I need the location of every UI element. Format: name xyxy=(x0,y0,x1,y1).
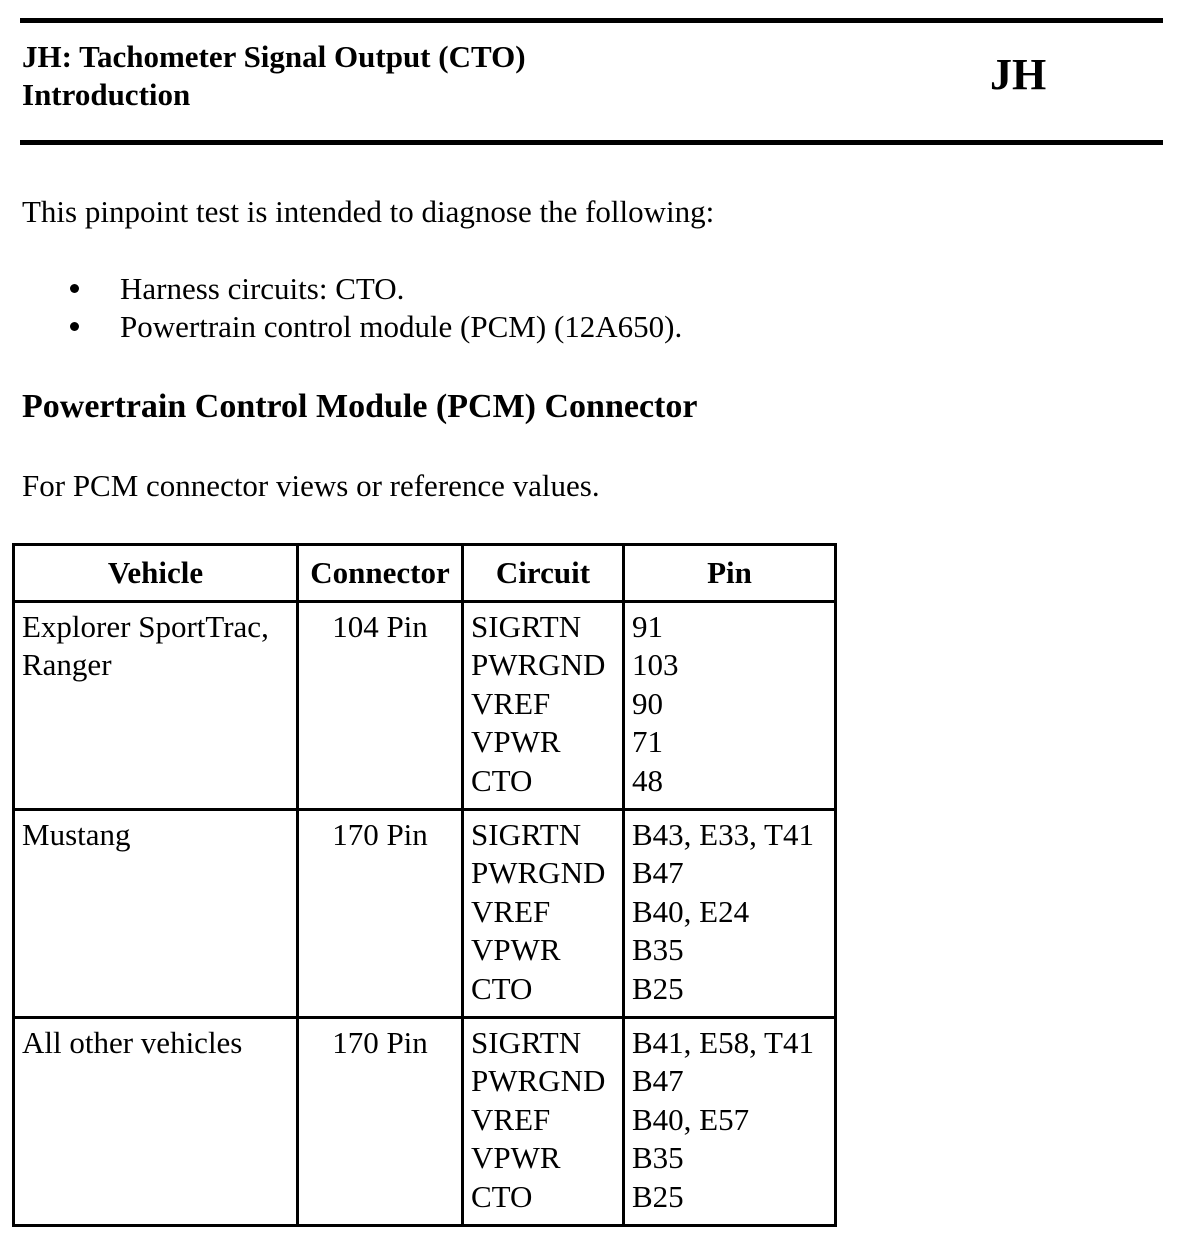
circuit-cell xyxy=(463,1018,624,1226)
pin-value: B35 xyxy=(632,1140,684,1176)
pin-cell xyxy=(624,1018,836,1226)
circuit-name: SIGRTN xyxy=(471,609,582,644)
circuit-name: VPWR xyxy=(471,724,561,760)
vehicle-name-line: Explorer SportTrac, xyxy=(22,609,269,644)
circuit-name: PWRGND xyxy=(471,647,606,683)
pin-value: B47 xyxy=(632,855,684,891)
pin-value: B40, E57 xyxy=(632,1101,750,1137)
column-header-pin: Pin xyxy=(624,545,836,602)
intro-text: This pinpoint test is intended to diagnose the following: xyxy=(22,194,715,229)
pin-value: 90 xyxy=(632,685,663,721)
pin-value: 71 xyxy=(632,724,663,760)
diagnose-list xyxy=(64,270,682,346)
circuit-name: VREF xyxy=(471,685,551,721)
vehicle-name-line: Mustang xyxy=(22,817,131,852)
pin-cell xyxy=(624,602,836,810)
connector-cell: 170 Pin xyxy=(298,1018,463,1226)
vehicle-cell xyxy=(14,1018,298,1226)
pin-value: B35 xyxy=(632,932,684,968)
pin-value: 103 xyxy=(632,647,679,683)
header-bottom-rule xyxy=(20,140,1163,145)
pin-value: B43, E33, T41 xyxy=(632,817,814,852)
circuit-name: CTO xyxy=(471,762,533,798)
page-title-line-1: JH: Tachometer Signal Output (CTO) xyxy=(22,39,526,74)
section-heading: Powertrain Control Module (PCM) Connector xyxy=(22,388,698,425)
section-code: JH xyxy=(990,50,1047,99)
circuit-name: SIGRTN xyxy=(471,1025,582,1060)
circuit-cell xyxy=(463,602,624,810)
table-header-row xyxy=(14,545,836,602)
connector-cell: 104 Pin xyxy=(298,602,463,810)
bullet-icon xyxy=(70,284,79,293)
circuit-name: CTO xyxy=(471,1178,533,1214)
circuit-name: VPWR xyxy=(471,1140,561,1176)
table-row xyxy=(14,602,836,810)
connector-cell: 170 Pin xyxy=(298,810,463,1018)
table-row xyxy=(14,1018,836,1226)
pin-value: B47 xyxy=(632,1063,684,1099)
list-item-text: Harness circuits: CTO. xyxy=(120,271,405,306)
bullet-icon xyxy=(70,322,79,331)
circuit-name: SIGRTN xyxy=(471,817,582,852)
circuit-name: PWRGND xyxy=(471,1063,606,1099)
pin-value: 48 xyxy=(632,762,663,798)
column-header-vehicle: Vehicle xyxy=(14,545,298,602)
circuit-name: VPWR xyxy=(471,932,561,968)
page-title xyxy=(22,38,526,114)
pin-value: B40, E24 xyxy=(632,893,750,929)
list-item-text: Powertrain control module (PCM) (12A650). xyxy=(120,309,683,344)
circuit-name: CTO xyxy=(471,970,533,1006)
reference-note: For PCM connector views or reference values. xyxy=(22,468,600,503)
column-header-circuit: Circuit xyxy=(463,545,624,602)
list-item xyxy=(64,270,682,308)
circuit-cell xyxy=(463,810,624,1018)
circuit-name: VREF xyxy=(471,893,551,929)
pcm-connector-table xyxy=(12,543,837,1227)
vehicle-name-line: All other vehicles xyxy=(22,1025,243,1060)
pin-value: B25 xyxy=(632,970,684,1006)
column-header-connector: Connector xyxy=(298,545,463,602)
pin-value: B25 xyxy=(632,1178,684,1214)
circuit-name: VREF xyxy=(471,1101,551,1137)
header-top-rule xyxy=(20,18,1163,23)
pin-cell xyxy=(624,810,836,1018)
vehicle-name-line: Ranger xyxy=(22,647,112,683)
page-title-line-2: Introduction xyxy=(22,77,191,112)
pin-value: 91 xyxy=(632,609,663,644)
list-item xyxy=(64,308,682,346)
pin-value: B41, E58, T41 xyxy=(632,1025,814,1060)
vehicle-cell xyxy=(14,602,298,810)
circuit-name: PWRGND xyxy=(471,855,606,891)
vehicle-cell xyxy=(14,810,298,1018)
table-row xyxy=(14,810,836,1018)
